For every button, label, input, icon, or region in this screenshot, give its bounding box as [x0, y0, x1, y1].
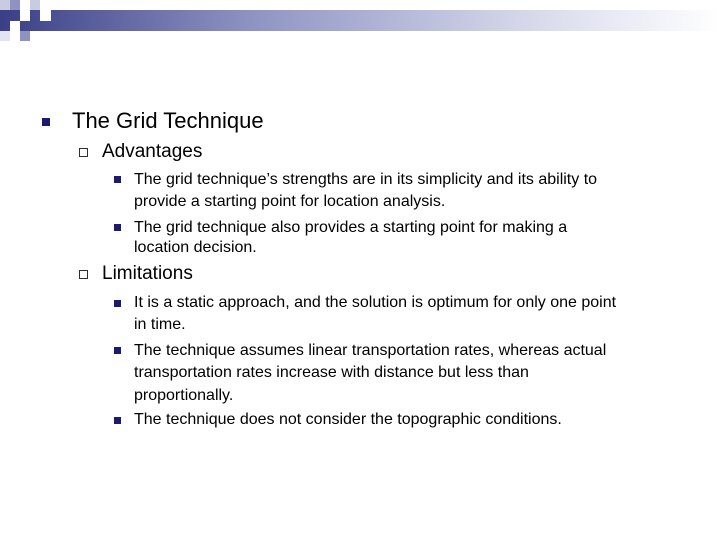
decor-square	[30, 0, 40, 10]
square-bullet-icon	[42, 118, 50, 126]
list-item-line: It is a static approach, and the solution is optimum for only one point	[134, 294, 617, 311]
square-bullet-icon	[114, 224, 121, 231]
decor-square	[20, 31, 30, 41]
section-heading-advantages: Advantages	[102, 141, 203, 162]
decor-square	[40, 10, 51, 21]
decor-square	[0, 31, 10, 41]
header-band	[0, 10, 720, 31]
list-item-line: proportionally.	[134, 387, 234, 404]
list-item-line: location decision.	[134, 239, 257, 256]
list-item-line: The grid technique also provides a starting point for making a	[134, 219, 568, 236]
square-bullet-icon	[114, 417, 121, 424]
decor-square	[0, 0, 10, 10]
list-item-line: provide a starting point for location analysis.	[134, 193, 446, 210]
section-heading-limitations: Limitations	[102, 263, 193, 284]
list-item-line: transportation rates increase with distance but less than	[134, 364, 529, 381]
hollow-square-bullet-icon	[79, 270, 88, 279]
list-item-line: in time.	[134, 316, 186, 333]
square-bullet-icon	[114, 300, 121, 307]
decor-square	[20, 10, 30, 21]
decor-square	[10, 0, 20, 10]
hollow-square-bullet-icon	[79, 148, 88, 157]
decor-square	[10, 21, 20, 31]
square-bullet-icon	[114, 176, 121, 183]
list-item-line: The technique assumes linear transportation rates, whereas actual	[134, 342, 607, 359]
slide-title: The Grid Technique	[72, 108, 264, 133]
square-bullet-icon	[114, 347, 121, 354]
list-item-line: The grid technique’s strengths are in its simplicity and its ability to	[134, 171, 598, 188]
list-item-line: The technique does not consider the topographic conditions.	[134, 411, 562, 428]
